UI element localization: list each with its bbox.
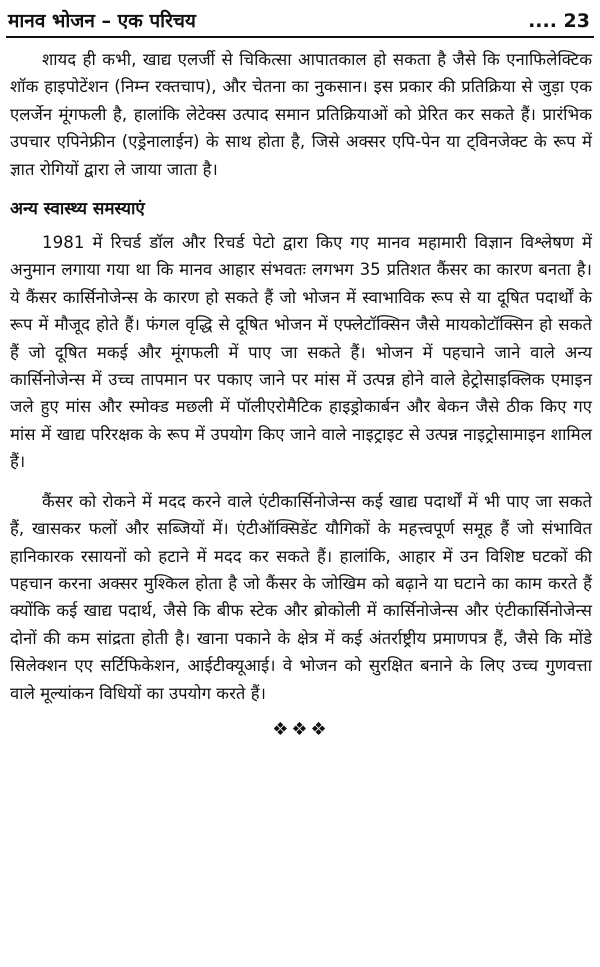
running-header [6,4,594,38]
section-heading: अन्य स्वास्थ्य समस्याएं [10,199,145,220]
book-title: मानव भोजन – एक परिचय [8,10,196,32]
end-ornament: ❖❖❖ [272,718,330,740]
paragraph-carcinogens: 1981 में रिचर्ड डॉल और रिचर्ड पेटो द्वारा किए गए मानव महामारी विज्ञान विश्लेषण में अनुमान लगाया गया था कि मानव आहार संभवतः लगभग 35 प्रतिशत कैंसर का कारण बनता है। ये कैंसर कार्सिनोजेन्स के कारण हो सकते हैं जो भोजन में स्वाभाविक रूप से या दूषित पदार्थों के रूप में मौजूद होते हैं। फंगल वृद्धि से दूषित भोजन में एफ्लेटॉक्सिन जैसे मायकोटॉक्सिन हो सकते हैं जो दूषित मकई और मूंगफली में पाए जा सकते हैं। भोजन में पहचाने जाने वाले अन्य कार्सिनोजेन्स में उच्च तापमान पर पकाए जाने पर मांस में उत्पन्न होने वाले हेट्रोसाइक्लिक एमाइन जले हुए मांस और स्मोक्ड मछली में पॉलीएरोमैटिक हाइड्रोकार्बन और बेकन जैसे ठीक किए गए मांस में खाद्य परिरक्षक के रूप में उपयोग किए जाने वाले नाइट्राइट से उत्पन्न नाइट्रोसामाइन शामिल हैं। [10,233,592,472]
page-number: .... 23 [528,10,590,32]
page-body [6,38,594,741]
paragraph-allergy: शायद ही कभी, खाद्य एलर्जी से चिकित्सा आपातकाल हो सकता है जैसे कि एनाफिलेक्टिक शॉक हाइपोटेंशन (निम्न रक्तचाप), और चेतना का नुकसान। इस प्रकार की प्रतिक्रिया से जुड़ा एक एलर्जेन मूंगफली है, हालांकि लेटेक्स उत्पाद समान प्रतिक्रियाओं को प्रेरित कर सकते हैं। प्रारंभिक उपचार एपिनेफ्रीन (एड्रेनालाईन) के साथ होता है, जिसे अक्सर एपि-पेन या ट्विनजेक्ट के रूप में ज्ञात रोगियों द्वारा ले जाया जाता है। [10,50,592,179]
paragraph-anticarcinogens: कैंसर को रोकने में मदद करने वाले एंटीकार्सिनोजेन्स कई खाद्य पदार्थों में भी पाए जा सकते हैं, खासकर फलों और सब्जियों में। एंटीऑक्सिडेंट यौगिकों के महत्त्वपूर्ण समूह हैं जो संभावित हानिकारक रसायनों को हटाने में मदद कर सकते हैं। हालांकि, आहार में उन विशिष्ट घटकों की पहचान करना अक्सर मुश्किल होता है जो कैंसर के जोखिम को बढ़ाने या घटाने का काम करते हैं क्योंकि कई खाद्य पदार्थ, जैसे कि बीफ स्टेक और ब्रोकोली में कार्सिनोजेन्स और एंटीकार्सिनोजेन्स दोनों की कम सांद्रता होती है। खाना पकाने के क्षेत्र में कई अंतर्राष्ट्रीय प्रमाणपत्र हैं, जैसे कि मोंडे सिलेक्शन एए सर्टिफिकेशन, आईटीक्यूआई। वे भोजन को सुरक्षित बनाने के लिए उच्च गुणवत्ता वाले मूल्यांकन विधियों का उपयोग करते हैं। [10,491,592,703]
